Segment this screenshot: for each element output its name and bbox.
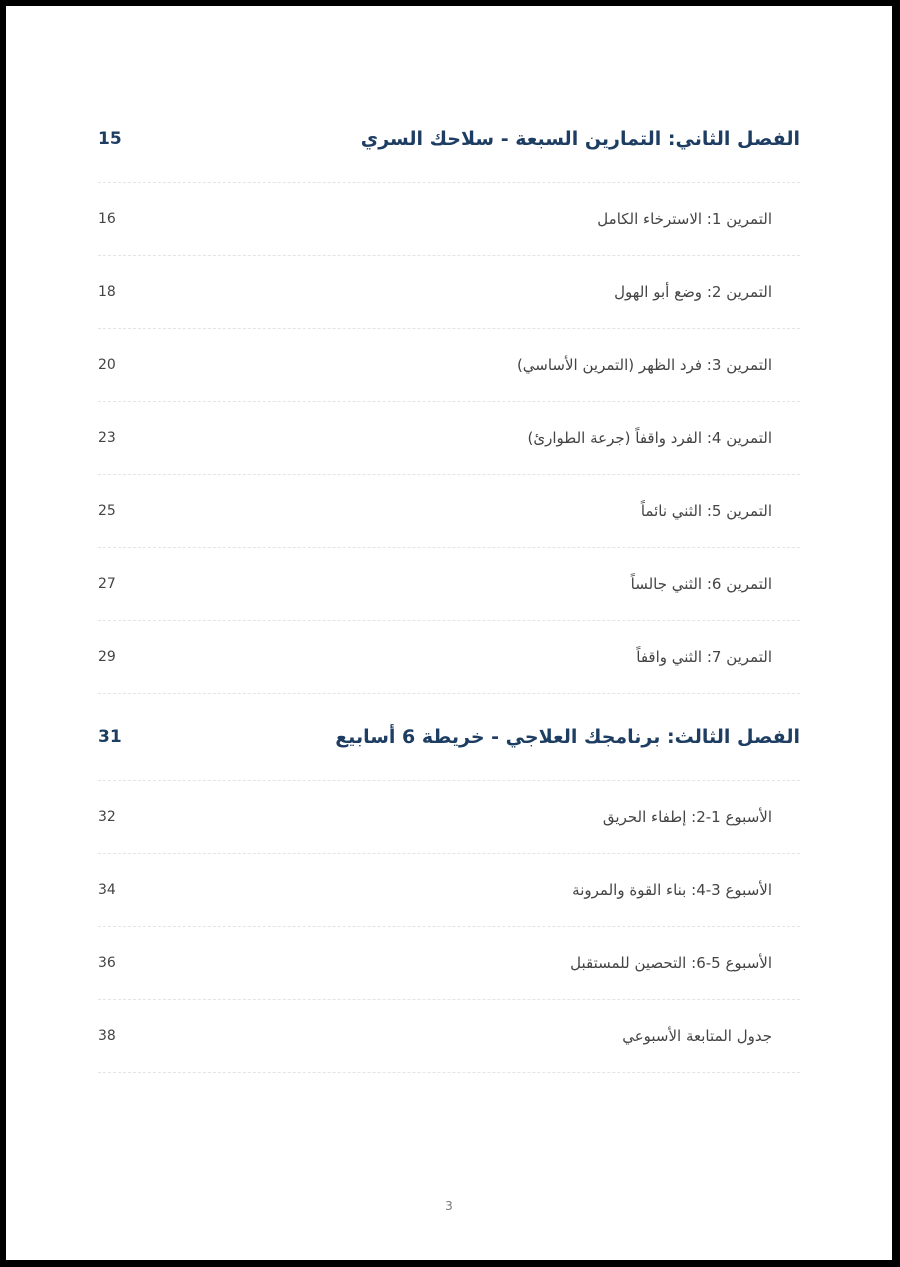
entry-title: التمرين 3: فرد الظهر (التمرين الأساسي) bbox=[516, 356, 772, 374]
document-page bbox=[6, 6, 892, 1260]
entry-title: الأسبوع 1-2: إطفاء الحريق bbox=[602, 808, 772, 826]
chapter-title: الفصل الثالث: برنامجك العلاجي - خريطة 6 أسابيع bbox=[335, 726, 800, 748]
entry-page-number: 29 bbox=[98, 649, 116, 665]
toc-entry[interactable] bbox=[98, 927, 800, 1000]
toc-entry[interactable] bbox=[98, 621, 800, 694]
toc-entry[interactable] bbox=[98, 256, 800, 329]
entry-title: التمرين 6: الثني جالساً bbox=[630, 575, 772, 593]
entry-title: جدول المتابعة الأسبوعي bbox=[622, 1027, 772, 1045]
entry-page-number: 27 bbox=[98, 576, 116, 592]
chapter-title: الفصل الثاني: التمارين السبعة - سلاحك السري bbox=[360, 128, 800, 150]
entry-title: الأسبوع 5-6: التحصين للمستقبل bbox=[570, 954, 772, 972]
entry-page-number: 16 bbox=[98, 211, 116, 227]
toc-entry[interactable] bbox=[98, 781, 800, 854]
entry-page-number: 36 bbox=[98, 955, 116, 971]
toc-entry[interactable] bbox=[98, 402, 800, 475]
toc-entry[interactable] bbox=[98, 475, 800, 548]
entry-page-number: 18 bbox=[98, 284, 116, 300]
chapter-page-number: 15 bbox=[98, 129, 122, 149]
entry-title: التمرين 7: الثني واقفاً bbox=[636, 648, 772, 666]
entry-title: التمرين 1: الاسترخاء الكامل bbox=[597, 210, 772, 228]
entry-title: التمرين 5: الثني نائماً bbox=[640, 502, 772, 520]
chapter-page-number: 31 bbox=[98, 727, 122, 747]
entry-page-number: 38 bbox=[98, 1028, 116, 1044]
toc-entry[interactable] bbox=[98, 183, 800, 256]
entry-page-number: 23 bbox=[98, 430, 116, 446]
entry-title: الأسبوع 3-4: بناء القوة والمرونة bbox=[572, 881, 772, 899]
toc-entry[interactable] bbox=[98, 854, 800, 927]
entry-page-number: 25 bbox=[98, 503, 116, 519]
toc-entry[interactable] bbox=[98, 1000, 800, 1073]
entry-page-number: 32 bbox=[98, 809, 116, 825]
entry-page-number: 20 bbox=[98, 357, 116, 373]
entry-title: التمرين 4: الفرد واقفاً (جرعة الطوارئ) bbox=[527, 429, 772, 447]
page-number: 3 bbox=[445, 1199, 453, 1213]
toc-entry[interactable] bbox=[98, 329, 800, 402]
toc-chapter-2[interactable] bbox=[98, 96, 800, 183]
entry-page-number: 34 bbox=[98, 882, 116, 898]
toc-entry[interactable] bbox=[98, 548, 800, 621]
toc-chapter-3[interactable] bbox=[98, 694, 800, 781]
table-of-contents bbox=[98, 96, 800, 1073]
entry-title: التمرين 2: وضع أبو الهول bbox=[614, 283, 772, 301]
